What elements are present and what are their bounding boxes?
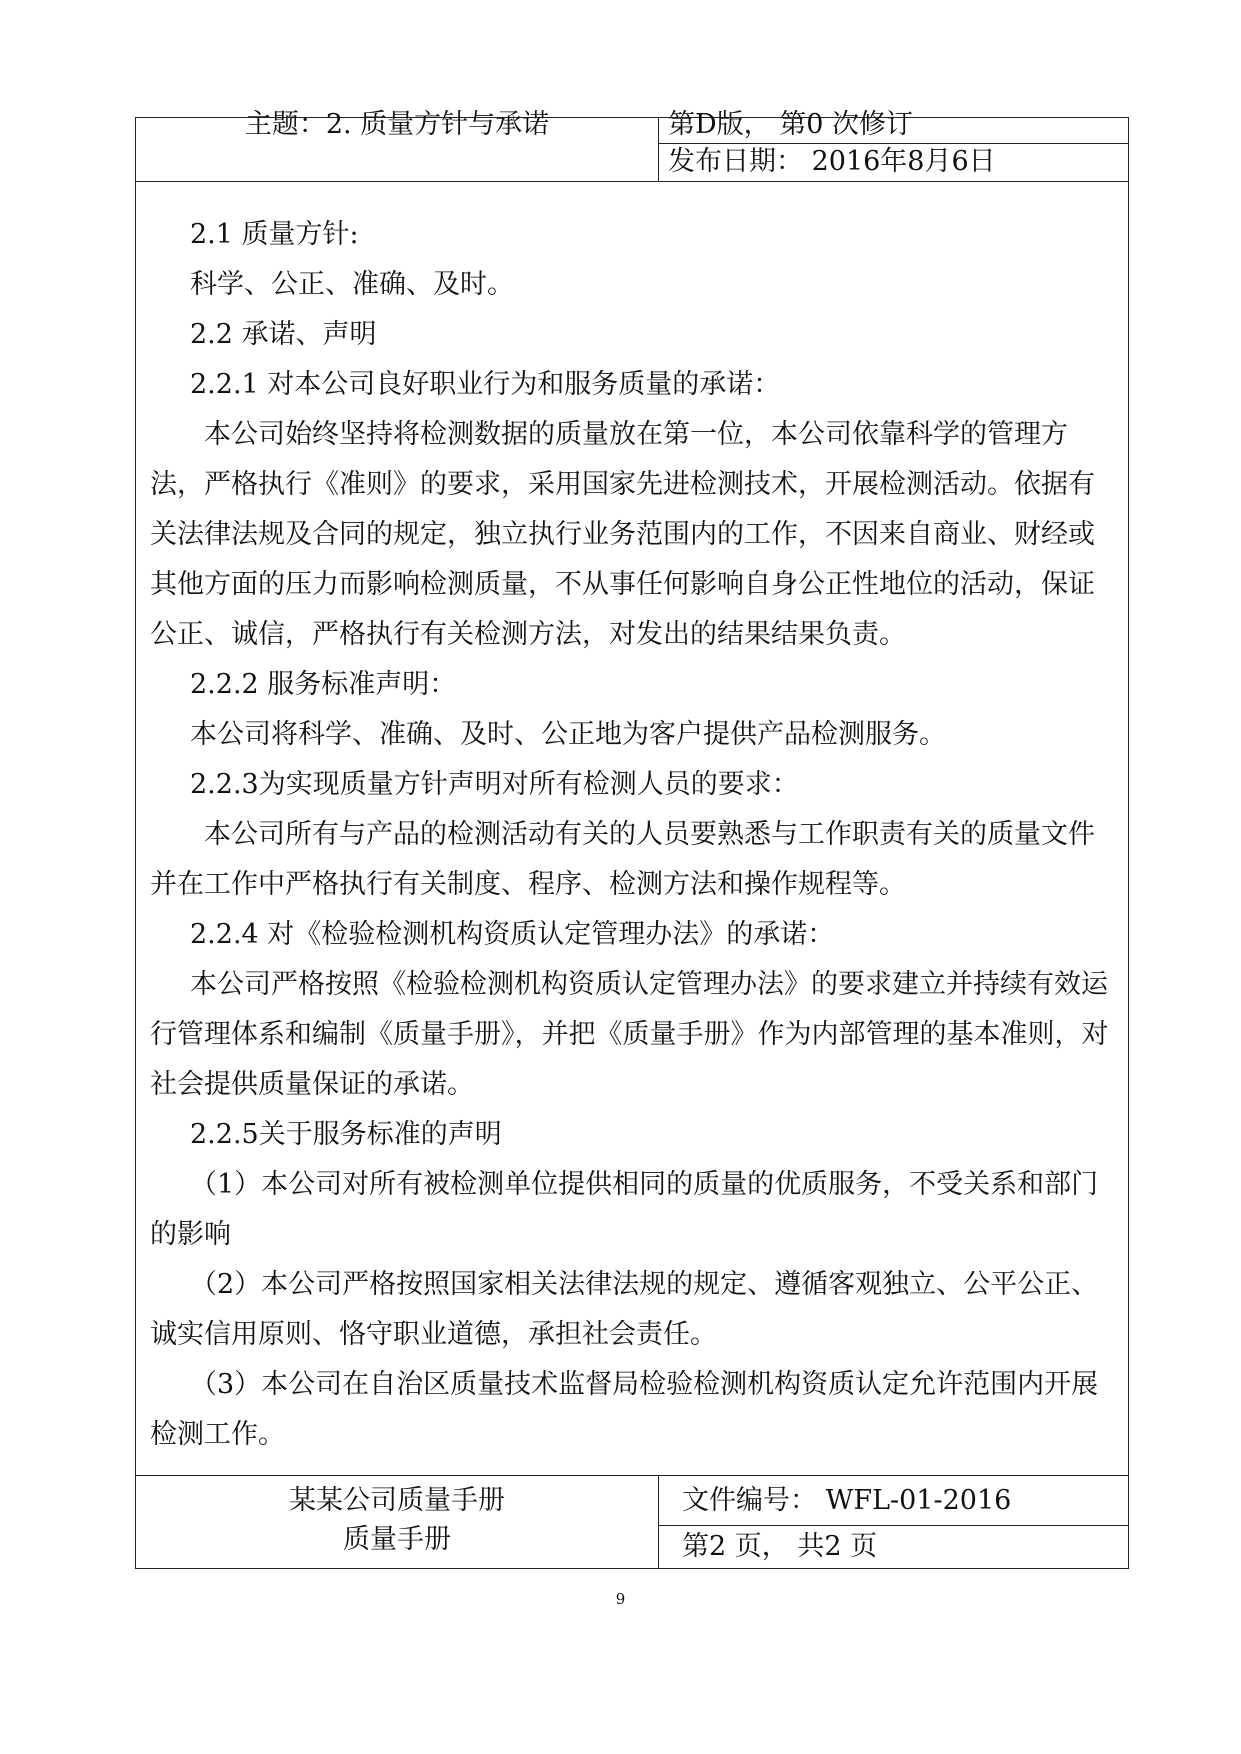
page-number: 9 — [615, 1590, 626, 1608]
header-version: 第D版， 第0 次修订 — [668, 109, 913, 140]
header-subject: 主题：2. 质量方针与承诺 — [244, 109, 550, 140]
section-2-2-1-heading: 2.2.1 对本公司良好职业行为和服务质量的承诺： — [190, 369, 781, 400]
section-2-1-heading: 2.1 质量方针: — [190, 219, 359, 250]
section-2-2-3-heading: 2.2.3为实现质量方针声明对所有检测人员的要求： — [190, 769, 799, 800]
section-2-2-5-item-2: （2）本公司严格按照国家相关法律法规的规定、遵循客观独立、公平公正、诚实信用原则、恪守职业道德，承担社会责任。 — [150, 1269, 1099, 1350]
header-release-date: 发布日期： 2016年8月6日 — [668, 146, 996, 177]
footer-doc-number: 文件编号： WFL-01-2016 — [682, 1485, 1012, 1516]
document-table — [135, 109, 1129, 1569]
document-body — [150, 210, 1114, 1460]
section-2-2-5-item-3: （3）本公司在自治区质量技术监督局检验检测机构资质认定允许范围内开展检测工作。 — [150, 1369, 1099, 1450]
section-2-2-4-heading: 2.2.4 对《检验检测机构资质认定管理办法》的承诺： — [190, 919, 835, 950]
footer-top-line — [136, 1475, 1128, 1476]
section-2-2-2-paragraph: 本公司将科学、准确、及时、公正地为客户提供产品检测服务。 — [190, 719, 946, 750]
footer-company-line: 某某公司质量手册 — [289, 1485, 505, 1516]
section-2-2-1-paragraph: 本公司始终坚持将检测数据的质量放在第一位，本公司依靠科学的管理方法，严格执行《准则》的要求，采用国家先进检测技术，开展检测活动。依据有关法律法规及合同的规定，独立执行业务范围内的工作，不因来自商业、财经或其他方面的压力而影响检测质量，不从事任何影响自身公正性地位的活动，保证公正、诚信，严格执行有关检测方法，对发出的结果结果负责。 — [150, 419, 1095, 650]
quality-policy-text: 科学、公正、准确、及时。 — [190, 269, 514, 300]
footer-divider — [658, 1475, 659, 1568]
header-divider — [658, 118, 659, 181]
section-2-2-5-heading: 2.2.5关于服务标准的声明 — [190, 1119, 502, 1150]
section-2-2-2-heading: 2.2.2 服务标准声明： — [190, 669, 457, 700]
footer-row-line — [658, 1525, 1128, 1526]
footer-manual-line: 质量手册 — [343, 1524, 451, 1555]
section-2-2-3-paragraph: 本公司所有与产品的检测活动有关的人员要熟悉与工作职责有关的质量文件并在工作中严格执行有关制度、程序、检测方法和操作规程等。 — [150, 819, 1095, 900]
footer-page-info: 第2 页， 共2 页 — [682, 1531, 878, 1562]
section-2-2-5-item-1: （1）本公司对所有被检测单位提供相同的质量的优质服务，不受关系和部门的影响 — [150, 1169, 1099, 1250]
section-2-2-heading: 2.2 承诺、声明 — [190, 319, 377, 350]
section-2-2-4-paragraph: 本公司严格按照《检验检测机构资质认定管理办法》的要求建立并持续有效运行管理体系和编制《质量手册》，并把《质量手册》作为内部管理的基本准则，对社会提供质量保证的承诺。 — [150, 969, 1109, 1100]
